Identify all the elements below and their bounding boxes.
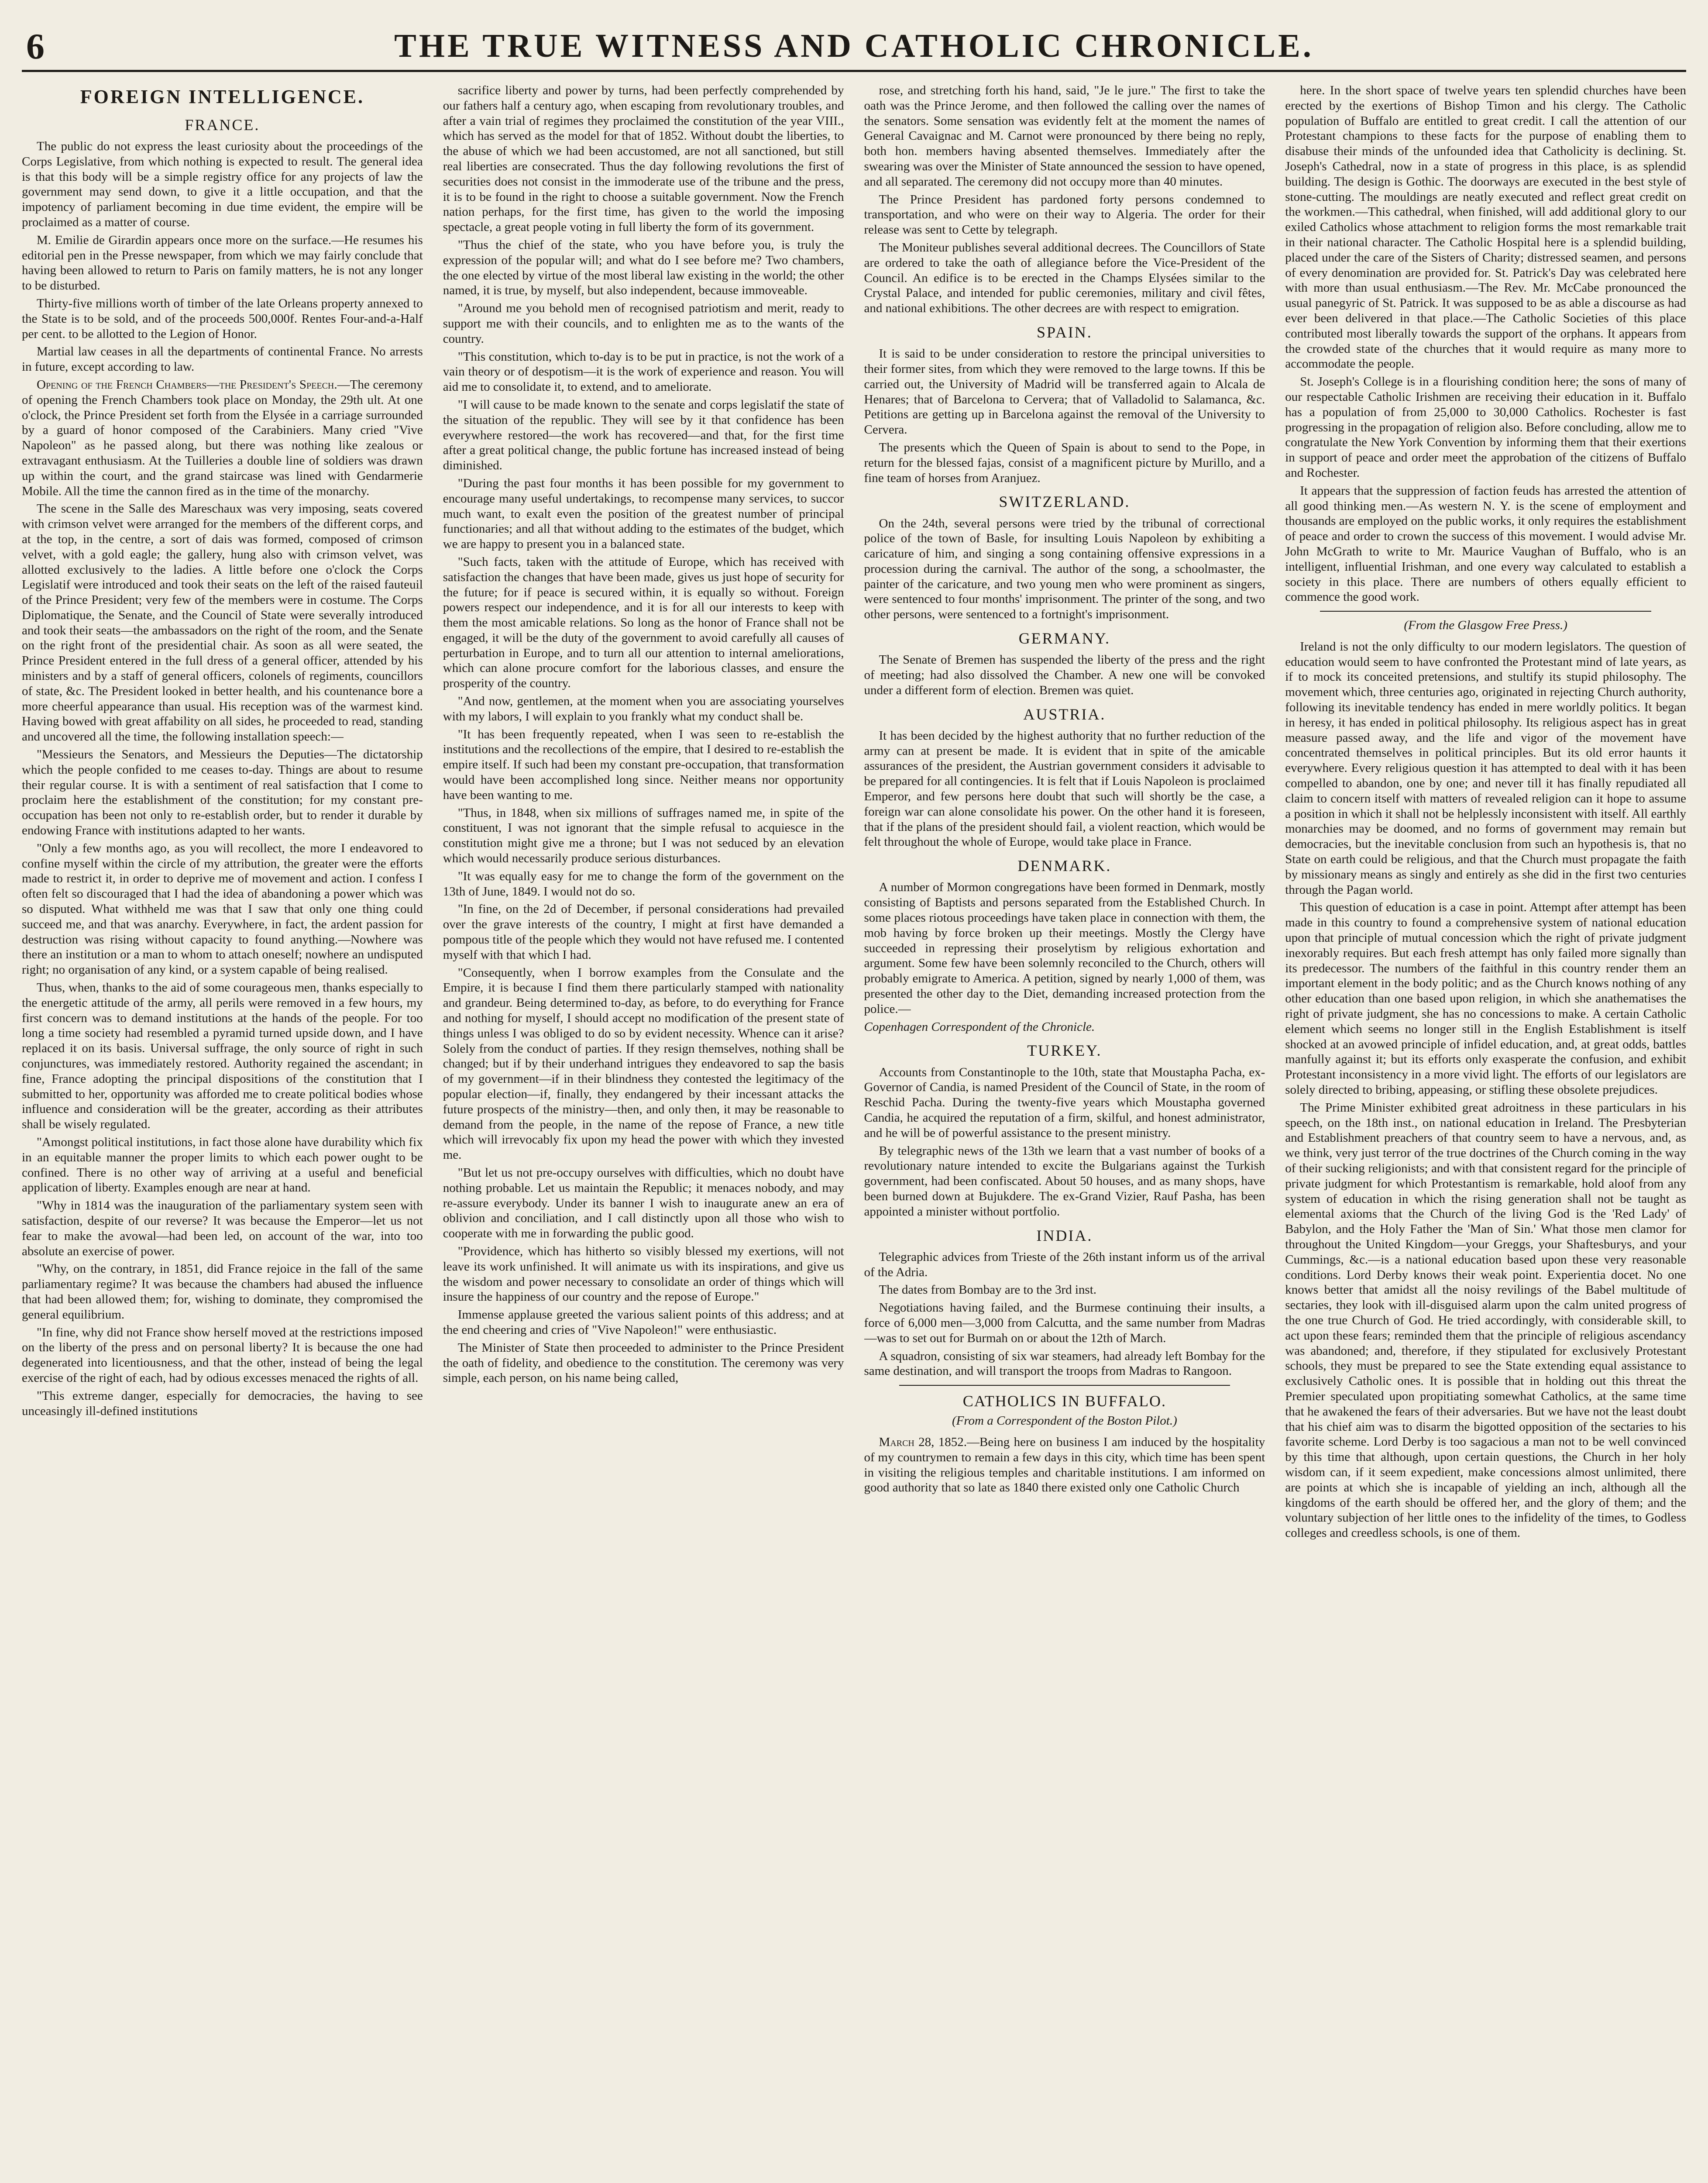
paragraph: On the 24th, several persons were tried by the tribunal of correctional police of the town of Basle, for insulting Louis Napoleon by exhibiting a caricature of him, and singing a song containing offensive expressions in a procession during the carnival. The author of the song, a schoolmaster, the painter of the caricature, and two young men who were prominent as singers, were sentenced to four months' imprisonment. The printer of the song, and two other persons, were sentenced to a fortnight's imprisonment. bbox=[864, 516, 1265, 622]
column-4 bbox=[1285, 83, 1686, 2183]
spain-heading: SPAIN. bbox=[1037, 323, 1093, 341]
paragraph: "And now, gentlemen, at the moment when you are associating yourselves with my labors, I will explain to you frankly what my conduct shall be. bbox=[443, 694, 844, 723]
paragraph: St. Joseph's College is in a flourishing condition here; the sons of many of our respectable Catholic Irishmen are receiving their education in it. Buffalo has a population of from 25,000 to 30,000 Catholics. Rochester is fast progressing in the propagation of religion also. Before concluding, allow me to congratulate the New York Convention by informing them that their exertions in support of peace and order meet the approbation of the citizens of Buffalo and Rochester. bbox=[1285, 375, 1686, 480]
paragraph: "Thus, in 1848, when six millions of suffrages named me, in spite of the constituent, I was not ignorant that the simple refusal to acquiesce in the constitution might give me a throne; but I was not seduced by an elevation which would necessarily produce serious disturbances. bbox=[443, 806, 844, 866]
paragraph: The public do not express the least curiosity about the proceedings of the Corps Legislative, from which nothing is expected to result. The general idea is that this body will be a simple registry office for any projects of law the government may send down, to give it a little occupation, and that the impotency of parliament becoming in due time evident, the empire will be proclaimed as a matter of course. bbox=[22, 139, 423, 229]
paragraph: "Around me you behold men of recognised patriotism and merit, ready to support me with their councils, and to enlighten me as to the wants of the country. bbox=[443, 301, 844, 346]
correspondent-signature: Copenhagen Correspondent of the Chronicle. bbox=[864, 1019, 1095, 1034]
paragraph: Ireland is not the only difficulty to our modern legislators. The question of education would seem to have confronted the Protestant mind of late years, as if to mock its conceited pretensions, and stultify its stupid philosophy. The movement which, three centuries ago, originated in rejecting Church authority, following its inevitable tendency has ended in mere worldly politics. It began in heresy, it has ended in political philosophy. Its religious aspect has in great measure passed away, and the life and vigor of the movement have concentrated themselves in political principles. But its old error haunts it everywhere. Every religious question it has attempted to deal with it has been compelled to abandon, one by one; and never till it has finally repudiated all claim to concern itself with matters of revealed religion can it hope to assume a position in which it shall not be helplessly inconsistent with itself. All earthly monarchies may be doomed, and no forms of government may remain but democracies, but the inevitable conclusion from such an hypothesis is, that no State on earth could be religious, and that the Church must propagate the faith by missionary means as singly and entirely as she did in the first two centuries through the Pagan world. bbox=[1285, 639, 1686, 897]
paragraph: The dates from Bombay are to the 3rd inst. bbox=[879, 1283, 1097, 1297]
paragraph: This question of education is a case in point. Attempt after attempt has been made in this country to found a comprehensive system of national education upon that principle of mutual concession which the right of private judgment inexorably requires. But each fresh attempt has only failed more signally than its predecessor. The numbers of the faithful in this country render them an important element in the body politic; and as the Church knows nothing of any other education than one based upon religion, in which she anathematises the right of private judgment, she has no concessions to make. A certain Catholic element which seems no longer still in the English Establishment is itself shocked at an avowed principle of infidel education, and, at great odds, battles manfully against it; but its efforts only exasperate the confusion, and exhibit Protestant inconsistency in a more vivid light. The efforts of our legislators are solely directed to bribing, appeasing, or stifling these obsolete prejudices. bbox=[1285, 900, 1686, 1097]
paragraph: It has been decided by the highest authority that no further reduction of the army can at present be made. It is evident that in spite of the amicable assurances of the president, the Austrian government considers it advisable to be prepared for all contingencies. It is felt that if Louis Napoleon is proclaimed Emperor, and few persons here doubt that such will shortly be the case, a foreign war can alone consolidate his power. On the other hand it is foreseen, that if the plans of the president should fail, a violent reaction, which would be felt throughout the whole of Europe, would take place in France. bbox=[864, 728, 1265, 849]
paragraph: By telegraphic news of the 13th we learn that a vast number of books of a revolutionary nature intended to excite the Bulgarians against the Turkish government, had been confiscated. About 50 houses, and as many shops, have been burned down at Bujukdere. The ex-Grand Vizier, Rauf Pasha, has been appointed a minister without portfolio. bbox=[864, 1143, 1265, 1219]
paragraph: The Prince President has pardoned forty persons condemned to transportation, and who were on their way to Algeria. The order for their release was sent to Cette by telegraph. bbox=[864, 192, 1265, 237]
paragraph: Thus, when, thanks to the aid of some courageous men, thanks especially to the energetic attitude of the army, all perils were removed in a few hours, my first concern was to demand institutions at the hands of the people. For too long a time society had resembled a pyramid turned upside down, and I have replaced it on its basis. Universal suffrage, the only source of right in such conjunctures, was immediately restored. Authority regained the ascendant; in fine, France adopting the principal dispositions of the constitution that I submitted to her, opportunity was afforded me to create political bodies whose influence and consideration will be the greater, according as their attributes shall be wisely regulated. bbox=[22, 981, 423, 1132]
paragraph: It is said to be under consideration to restore the principal universities to their former sites, from which they were removed to the large towns. If this be carried out, the University of Madrid will be transferred again to Alcala de Henares; that of Barcelona to Cervera; that of Valladolid to Salamanca, &c. Petitions are getting up in Barcelona against the removal of the University to Cervera. bbox=[864, 347, 1265, 437]
paragraph: The Minister of State then proceeded to administer to the Prince President the oath of fidelity, and obedience to the constitution. The ceremony was very simple, each person, on his name being called, bbox=[443, 1340, 844, 1385]
paragraph: Telegraphic advices from Trieste of the 26th instant inform us of the arrival of the Adria. bbox=[864, 1250, 1265, 1279]
denmark-heading: DENMARK. bbox=[1017, 857, 1112, 875]
paragraph: "It has been frequently repeated, when I was seen to re-establish the institutions and the recollections of the empire, that I desired to re-establish the empire itself. If such had been my constant pre-occupation, that transformation would have been accomplished long since. Neither means nor opportunity have been wanting to me. bbox=[443, 727, 844, 802]
paragraph: The presents which the Queen of Spain is about to send to the Pope, in return for the blessed fajas, consist of a magnificent picture by Murillo, and a fine team of horses from Aranjuez. bbox=[864, 440, 1265, 485]
germany-heading: GERMANY. bbox=[1018, 630, 1111, 647]
paragraph-text: —Being here on business I am induced by the hospitality of my countrymen to remain a few days in this city, which time has been spent in visiting the religious temples and charitable institutions. I am informed on good authority that so late as 1840 there existed only one Catholic Church bbox=[864, 1435, 1265, 1495]
paragraph: "I will cause to be made known to the senate and corps legislatif the state of the situation of the republic. They will see by it that confidence has been everywhere restored—the work has recovered—and that, for the first time after a great political change, the public fortune has increased instead of being diminished. bbox=[443, 397, 844, 473]
paragraph bbox=[22, 377, 423, 499]
section-heading: FOREIGN INTELLIGENCE. bbox=[80, 86, 364, 107]
paragraph: sacrifice liberty and power by turns, had been perfectly comprehended by our fathers half a century ago, when escaping from revolutionary troubles, and after a vain trial of regimes they proclaimed the constitution of the year VIII., which has served as the model for that of 1852. Without doubt the liberties, to the abuse of which we had been accustomed, are not all sanctioned, but still real liberties are consecrated. Thus the day following revolutions the first of securities does not consist in the immoderate use of the tribune and the press, it is to be found in the right to choose a suitable government. Now the French nation perhaps, for the first time, has given to the world the imposing spectacle, a great people voting in full liberty the form of its government. bbox=[443, 83, 844, 234]
paragraph: "Consequently, when I borrow examples from the Consulate and the Empire, it is because I find them there particularly stamped with nationality and grandeur. Being determined to-day, as before, to do everything for France and nothing for myself, I should accept no modification of the present state of things unless I was obliged to do so by evident necessity. Whence can it arise? Solely from the conduct of parties. If they resign themselves, nothing shall be changed; but if by their underhand intrigues they endeavored to sap the basis of my government—if in their blindness they contested the legitimacy of the popular election—if, finally, they endangered by their incessant attacks the future prospects of the ministry—then, and only then, it may be reasonable to demand from the people, in the name of the repose of France, a new title which will irrevocably fix upon my head the power with which they invested me. bbox=[443, 965, 844, 1162]
paragraph: "In fine, on the 2d of December, if personal considerations had prevailed over the grave interests of the country, I might at first have demanded a pompous title of the people which they would not have refused me. I contented myself with that which I had. bbox=[443, 902, 844, 962]
paragraph: The Moniteur publishes several additional decrees. The Councillors of State are ordered to take the oath of allegiance before the Vice-President of the Council. An edifice is to be erected in the Champs Elysées similar to the Crystal Palace, and intended for public ceremonies, military and civil fêtes, and national exhibitions. The other decrees are with respect to emigration. bbox=[864, 240, 1265, 316]
paragraph bbox=[864, 1435, 1265, 1495]
paragraph: here. In the short space of twelve years ten splendid churches have been erected by the exertions of Bishop Timon and his clergy. The Catholic population of Buffalo are entitled to great credit. I call the attention of our Protestant champions to these facts for the purpose of enabling them to disabuse their minds of the unfounded idea that Catholicity is declining. St. Joseph's Cathedral, now in a state of progress in this place, is as splendid building. The design is Gothic. The doorways are executed in the best style of stone-cutting. The mouldings are neatly executed and reflect great credit on the workmen.—This cathedral, when finished, will add additional glory to our exiled Catholics whose attachment to religion forms the most remarkable trait in their national character. The Catholic Hospital here is a splendid building, placed under the care of the Sisters of Charity; distressed seamen, and persons of every denomination are provided for. St. Patrick's Day was celebrated here with more than usual enthusiasm.—The Rev. Mr. McCabe pronounced the usual panegyric of St. Patrick. It was supposed to be as able a discourse as had ever been delivered in that place.—The Catholic Societies of this place contributed most liberally towards the support of the orphans. It appears from the crowded state of the churches that it would require as many more to accommodate the people. bbox=[1285, 83, 1686, 371]
article-divider bbox=[1320, 611, 1651, 612]
paragraph: It appears that the suppression of faction feuds has arrested the attention of all good thinking men.—As western N. Y. is the scene of employment and thousands are employed on the public works, it only requires the establishment of peace and order to crown the success of this movement. I would advise Mr. John McGrath to write to Mr. Maurice Vaughan of Buffalo, who is an intelligent, influential Irishman, and one every way calculated to establish a society in this place. There are numbers of others equally efficient to commence the good work. bbox=[1285, 483, 1686, 604]
paragraph: The scene in the Salle des Mareschaux was very imposing, seats covered with crimson velvet were arranged for the members of the different corps, and at the top, in the centre, a sort of dais was formed, composed of crimson velvet, with a gold eagle; the gallery, hung also with crimson velvet, was allotted exclusively to the ladies. A little before one o'clock the Corps Legislatif were introduced and took their seats on the left of the raised fauteuil of the Prince President; very few of the members were in costume. The Corps Diplomatique, the Senate, and the Council of State were severally introduced and took their seats—the ambassadors on the right of the room, and the Senate on the right front of the presidential chair. As soon as all were seated, the Prince President entered in the full dress of a general officer, attended by his ministers and by a staff of general officers, colonels of regiments, councillors of state, &c. The President looked in better health, and his countenance bore a more cheerful appearance than usual. His reception was of the warmest kind. Having bowed with great affability on all sides, he proceeded to read, standing and uncovered all the time, the following installation speech:— bbox=[22, 502, 423, 744]
column-2 bbox=[443, 83, 844, 2183]
paragraph: "This extreme danger, especially for democracies, the having to see unceasingly ill-defined institutions bbox=[22, 1388, 423, 1418]
paragraph: rose, and stretching forth his hand, said, "Je le jure." The first to take the oath was the Prince Jerome, and then followed the calling over the names of the senators. Some sensation was evidently felt at the moment the names of General Cavaignac and M. Carnot were pronounced by there being no reply, both hon. members having absented themselves. Immediately after the swearing was over the Minister of State announced the session to have opened, and all separated. The ceremony did not occupy more than 40 minutes. bbox=[864, 83, 1265, 189]
paragraph: "It was equally easy for me to change the form of the government on the 13th of June, 1849. I would not do so. bbox=[443, 869, 844, 899]
buffalo-heading: CATHOLICS IN BUFFALO. bbox=[962, 1392, 1167, 1410]
paragraph: "Providence, which has hitherto so visibly blessed my exertions, will not leave its work unfinished. It will animate us with its inspirations, and give us the wisdom and power necessary to consolidate an order of things which will insure the happiness of our country and the repose of Europe." bbox=[443, 1244, 844, 1304]
dateline: March 28, 1852. bbox=[879, 1435, 967, 1450]
glasgow-credit: (From the Glasgow Free Press.) bbox=[1404, 618, 1567, 633]
paragraph: Thirty-five millions worth of timber of the late Orleans property annexed to the State is to be sold, and of the proceeds 500,000f. Rentes Four-and-a-Half per cent. to be allotted to the Legion of Honor. bbox=[22, 296, 423, 341]
paragraph: "Amongst political institutions, in fact those alone have durability which fix in an equitable manner the proper limits to which each power ought to be confined. There is no other way of arriving at a useful and beneficial application of liberty. Examples enough are near at hand. bbox=[22, 1135, 423, 1195]
paragraph: Accounts from Constantinople to the 10th, state that Moustapha Pacha, ex-Governor of Candia, is named President of the Council of State, in the room of Reschid Pacha. During the twenty-five years which Moustapha governed Candia, he acquired the reputation of a firm, skilful, and honest administrator, and he will be of powerful assistance to the present ministry. bbox=[864, 1065, 1265, 1140]
paragraph: "In fine, why did not France show herself moved at the restrictions imposed on the liberty of the press and on personal liberty? It is because the one had degenerated into licentiousness, and that the other, instead of being the legal exercise of the right of each, had by odious excesses menaced the rights of all. bbox=[22, 1325, 423, 1385]
turkey-heading: TURKEY. bbox=[1027, 1042, 1102, 1060]
paragraph: Immense applause greeted the various salient points of this address; and at the end cheering and cries of "Vive Napoleon!" were enthusiastic. bbox=[443, 1308, 844, 1337]
paragraph: The Senate of Bremen has suspended the liberty of the press and the right of meeting; had also dissolved the Chamber. A new one will be convoked under a different form of election. Bremen was quiet. bbox=[864, 653, 1265, 697]
india-heading: INDIA. bbox=[1036, 1226, 1093, 1244]
paragraph: "Why in 1814 was the inauguration of the parliamentary system seen with satisfaction, despite of our reverse? It was because the Emperor—let us not fear to make the avowal—had been led, on account of the war, into too absolute an exercise of power. bbox=[22, 1198, 423, 1258]
paragraph: "This constitution, which to-day is to be put in practice, is not the work of a vain theory or of despotism—it is the work of experience and reason. You will aid me to consolidate it, to extend, and to ameliorate. bbox=[443, 349, 844, 394]
paragraph: "But let us not pre-occupy ourselves with difficulties, which no doubt have nothing probable. Let us maintain the Republic; it menaces nobody, and may re-assure everybody. Under its banner I wish to inaugurate anew an era of oblivion and conciliation, and I call distinctly upon all those who wish to cooperate with me in forwarding the public good. bbox=[443, 1165, 844, 1241]
paragraph: "Why, on the contrary, in 1851, did France rejoice in the fall of the same parliamentary regime? It was because the chambers had abused the influence that had been allowed them; for, wishing to dominate, they compromised the general equilibrium. bbox=[22, 1262, 423, 1322]
article-divider bbox=[899, 1385, 1230, 1386]
paragraph: M. Emilie de Girardin appears once more on the surface.—He resumes his editorial pen in the Presse newspaper, from which we may fairly conclude that having been allowed to return to Paris on family matters, he is not any longer to be disturbed. bbox=[22, 233, 423, 293]
newspaper-title: THE TRUE WITNESS AND CATHOLIC CHRONICLE. bbox=[394, 28, 1314, 64]
austria-heading: AUSTRIA. bbox=[1023, 705, 1106, 723]
article-columns bbox=[22, 83, 1686, 2183]
buffalo-credit: (From a Correspondent of the Boston Pilot.) bbox=[952, 1414, 1177, 1428]
paragraph: "Such facts, taken with the attitude of Europe, which has received with satisfaction the changes that have been made, gives us just hope of security for the future; for if peace is secured within, it is equally so without. Foreign powers respect our independence, and it is for all our interests to keep with them the most amicable relations. So long as the honor of France shall not be engaged, it will be the duty of the government to avoid carefully all causes of perturbation in Europe, and to turn all our attention to internal ameliorations, which can alone procure comfort for the laborious classes, and ensure the prosperity of the country. bbox=[443, 554, 844, 691]
paragraph: Negotiations having failed, and the Burmese continuing their insults, a force of 6,000 men—3,000 from Calcutta, and the same number from Madras—was to set out for Burmah on or about the 12th of March. bbox=[864, 1301, 1265, 1345]
column-1 bbox=[22, 83, 423, 2183]
paragraph: A squadron, consisting of six war steamers, had already left Bombay for the same destination, and will transport the troops from Madras to Rangoon. bbox=[864, 1349, 1265, 1378]
paragraph: "During the past four months it has been possible for my government to encourage many useful undertakings, to recompense many services, to succor much want, to exalt even the position of the greatest number of principal functionaries; and all that without adding to the estimates of the budget, which we are happy to present you in a balanced state. bbox=[443, 476, 844, 551]
france-heading: FRANCE. bbox=[185, 116, 260, 134]
masthead bbox=[22, 17, 1686, 72]
paragraph-text: The ceremony of opening the French Chambers took place on Monday, the 29th ult. At one o'clock, the Prince President set forth from the Elysée in a carriage surrounded by a guard of honor composed of the Carabiniers. Many cried "Vive Napoleon" as he passed along, but there was nothing like zealous or extravagant enthusiasm. At the Tuilleries a double line of soldiers was drawn up within the court, and the grand staircase was lined with Gendarmerie Mobile. All the time the cannon fired as in the time of the monarchy. bbox=[22, 377, 423, 498]
paragraph-lead: Opening of the French Chambers—the President's Speech.— bbox=[37, 377, 350, 392]
paragraph: "Messieurs the Senators, and Messieurs the Deputies—The dictatorship which the people confided to me ceases to-day. Things are about to resume their regular course. It is with a sentiment of real satisfaction that I come to proclaim here the establishment of the constitution; for my constant pre-occupation has been not only to re-establish order, but to render it durable by endowing France with institutions adapted to her wants. bbox=[22, 747, 423, 838]
paragraph: Martial law ceases in all the departments of continental France. No arrests in future, except according to law. bbox=[22, 344, 423, 374]
switzerland-heading: SWITZERLAND. bbox=[999, 493, 1131, 511]
paragraph: "Only a few months ago, as you will recollect, the more I endeavored to confine myself within the circle of my attribution, the greater were the efforts made to restrict it, in order to deprive me of movement and action. I confess I often felt so discouraged that I had the idea of abandoning a power which was so disputed. What withheld me was that I saw that only one thing could succeed me, and that was anarchy. Everywhere, in fact, the ardent passion for destruction was rising without capacity to found anything.—Nowhere was there an institution or a man to whom to attach oneself; nowhere an undisputed right; no organisation of any kind, or a system capable of being realised. bbox=[22, 841, 423, 977]
paragraph: A number of Mormon congregations have been formed in Denmark, mostly consisting of Baptists and persons separated from the Established Church. In some places riotous proceedings have taken place in connection with them, the mob having by force broken up their meetings. Mostly the Clergy have succeeded in repressing their proselytism by religious exhortation and argument. Some few have been solemnly reconciled to the Church, others will probably emigrate to America. A petition, signed by nearly 1,000 of them, was presented the other day to the Diet, demanding increased protection from the police.— bbox=[864, 880, 1265, 1016]
newspaper-page bbox=[22, 17, 1686, 2183]
paragraph: "Thus the chief of the state, who you have before you, is truly the expression of the popular will; and what do I see before me? Two chambers, the one elected by virtue of the most liberal law existing in the world; the other named, it is true, by myself, but also independent, because immoveable. bbox=[443, 238, 844, 298]
page-number: 6 bbox=[26, 26, 45, 67]
column-3 bbox=[864, 83, 1265, 2183]
paragraph: The Prime Minister exhibited great adroitness in these particulars in his speech, on the 18th inst., on national education in Ireland. The Presbyterian and Establishment preachers of that country seem to have a nervous, and, as we think, very just terror of the true doctrines of the Church coming in the way of their sucking religionists; and with that consistent regard for the principle of private judgment for which Protestantism is remarkable, hold aloof from any system of education in which the rising generation shall not be taught as elemental axioms that the Church of the living God is the 'Red Lady' of Babylon, and the Holy Father the 'Man of Sin.' What those men clamor for throughout the United Kingdom—your Greggs, your Shaftesburys, and your Cummings, &c.—is a national education based upon these very reasonable conditions. Lord Derby knows their weak point. Experientia docet. No one knows better that amidst all the noisy revilings of the Babel multitude of sectaries, they look with ill-disguised alarm upon the calm united progress of the one true Church of God. He tried accordingly, with considerable skill, to act upon these fears; reminded them that the principle of religious ascendancy was abandoned; and, therefore, if they stipulated for exclusively Protestant schools, they must be prepared to see the State extending equal assistance to exclusively Catholic ones. It is possible that in holding out this threat the Premier speculated upon propitiating somewhat Catholics, at the same time that he awakened the fears of their adversaries. But we have not the least doubt that his chief aim was to disarm the bigotted opposition of the sectaries to his favorite scheme. Lord Derby is too sagacious a man not to be well convinced by this time that although, upon certain questions, the Church in her holy wisdom can, if it seem expedient, make concessions almost unlimited, there are points at which she is incapable of yielding an inch, although all the kingdoms of the earth should be offered her, and the glory of them; and the voluntary subjection of her little ones to the infidelity of the times, to Godless colleges and creedless schools, is one of them. bbox=[1285, 1100, 1686, 1540]
